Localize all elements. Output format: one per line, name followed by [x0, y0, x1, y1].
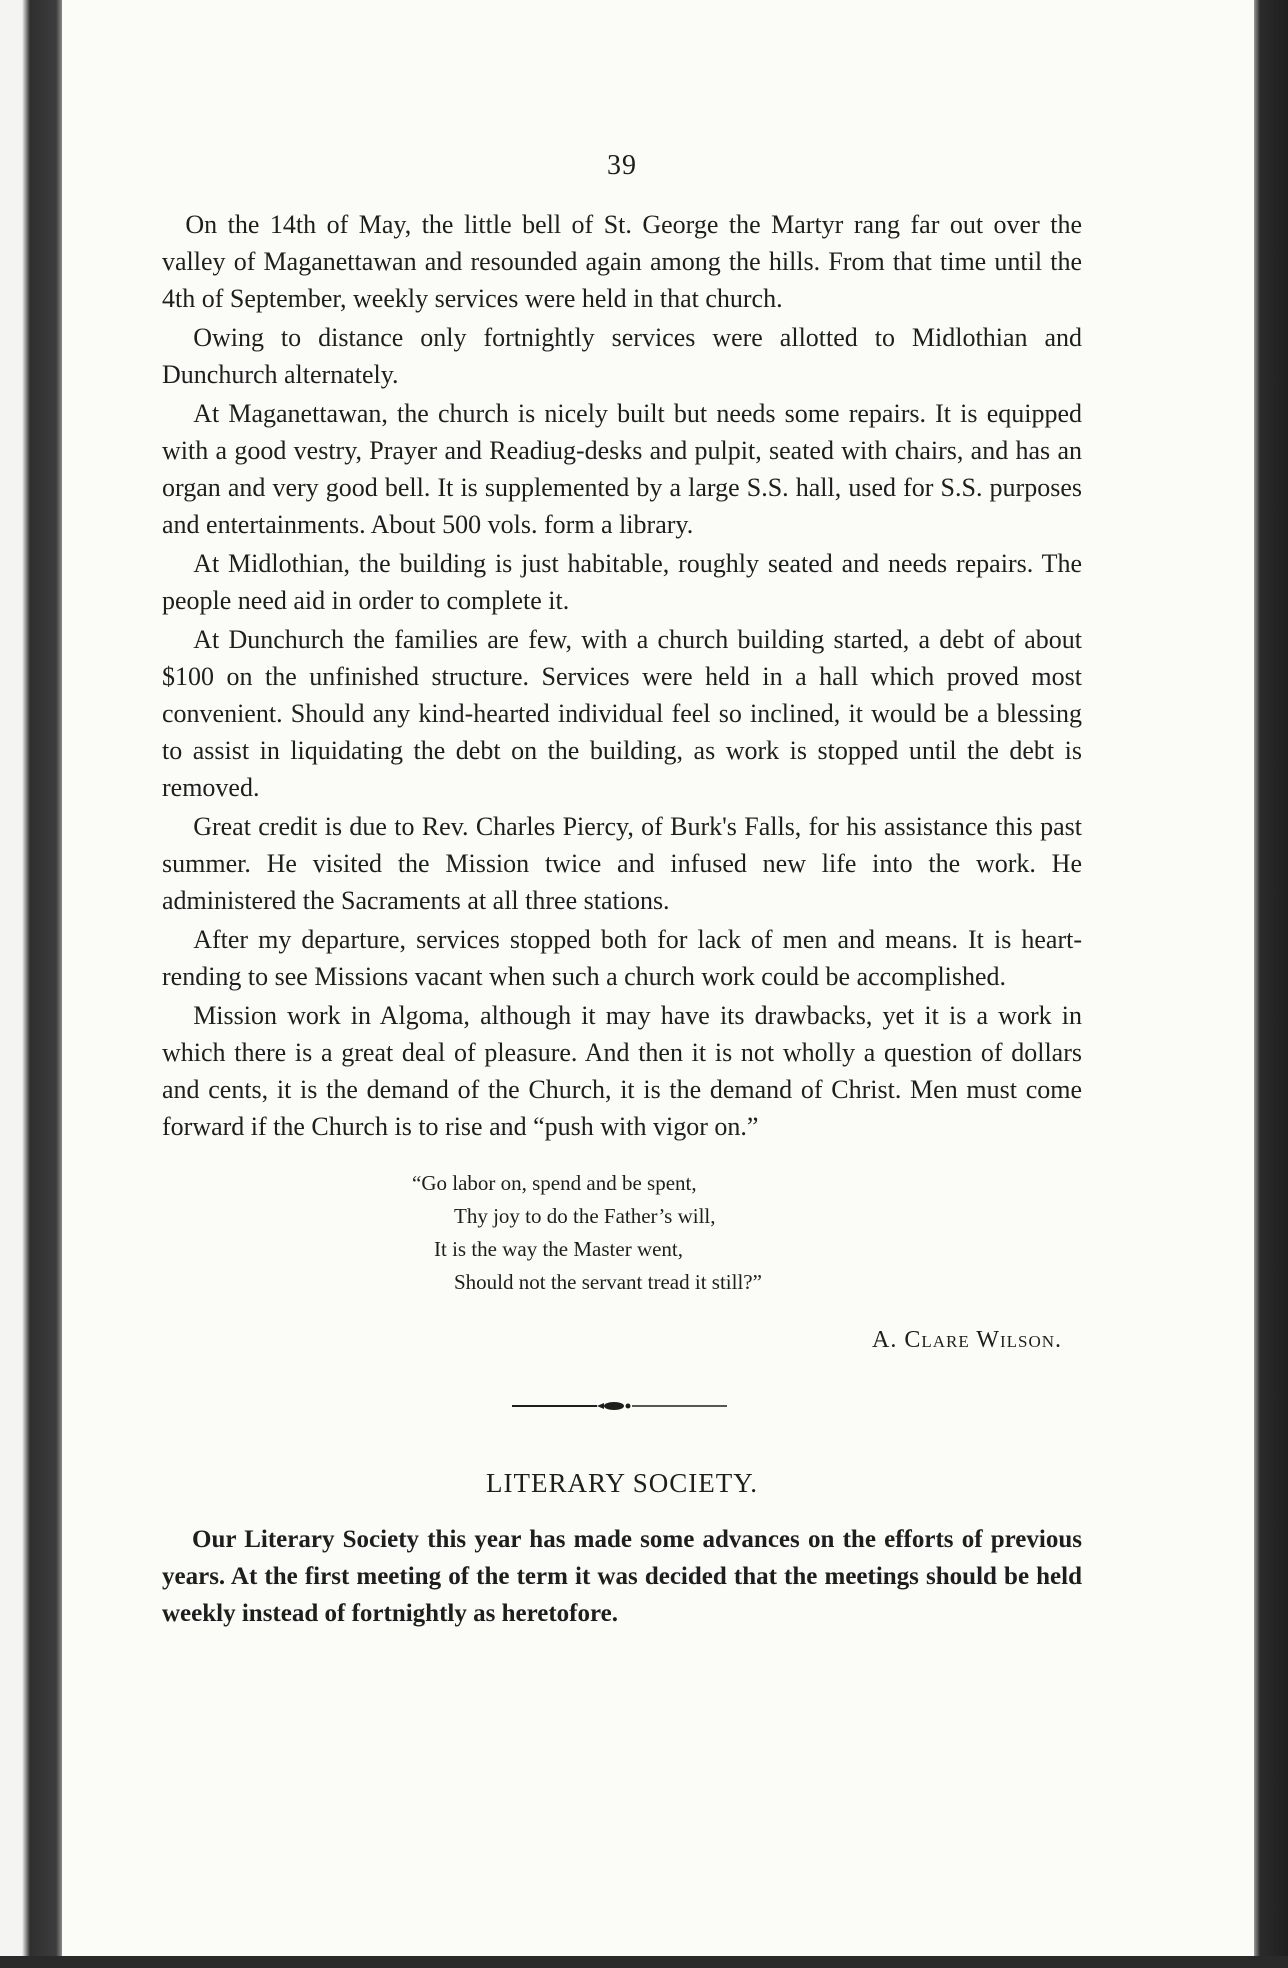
book-edge-bottom	[0, 1956, 1288, 1968]
section-paragraph: Our Literary Society this year has made some advances on the efforts of previous years. At the first meeting of the term it was decided that the meetings should be held weekly instead of fortnightly as heretofore.	[162, 1526, 1082, 1627]
poem-line: Should not the servant tread it still?”	[454, 1270, 762, 1294]
author-signature: A. Clare Wilson.	[872, 1327, 1062, 1353]
paragraph: On the 14th of May, the little bell of St. George the Martyr rang far out over the valley of Maganettawan and resounded again among the hills. From that time until the 4th of September, weekly services were held in that church.	[162, 210, 1082, 313]
section-heading: LITERARY SOCIETY.	[485, 1468, 758, 1498]
poem-line: Thy joy to do the Father’s will,	[454, 1204, 716, 1228]
paragraph: Great credit is due to Rev. Charles Piercy, of Burk's Falls, for his assistance this past summer. He visited the Mission twice and infused new life into the work. He administered the Sacraments at all three stations.	[162, 812, 1082, 915]
paragraph: At Dunchurch the families are few, with a church building started, a debt of about $100 on the unfinished structure. Services were held in a hall which proved most convenient. Should any kind-hearted individual feel so inclined, it would be a blessing to assist in liquidating the debt on the building, as work is stopped until the debt is removed.	[162, 625, 1082, 802]
poem-quote	[412, 1167, 1082, 1299]
paragraph: At Midlothian, the building is just habitable, roughly seated and needs repairs. The people need aid in order to complete it.	[162, 549, 1082, 615]
section-divider-ornament	[512, 1398, 732, 1414]
poem-line: “Go labor on, spend and be spent,	[412, 1171, 697, 1195]
paragraph: At Maganettawan, the church is nicely built but needs some repairs. It is equipped with a good vestry, Prayer and Readiug-desks and pulpit, seated with chairs, and has an organ and very good bell. It is supplemented by a large S.S. hall, used for S.S. purposes and entertainments. About 500 vols. form a library.	[162, 399, 1082, 539]
book-gutter-left	[0, 0, 62, 1968]
poem-line: It is the way the Master went,	[434, 1237, 684, 1261]
paragraph: Mission work in Algoma, although it may have its drawbacks, yet it is a work in which there is a great deal of pleasure. And then it is not wholly a question of dollars and cents, it is the demand of the Church, it is the demand of Christ. Men must come forward if the Church is to rise and “push with vigor on.”	[162, 1001, 1082, 1141]
book-edge-right	[1254, 0, 1288, 1968]
document-page	[162, 150, 1082, 1634]
page-number: 39	[607, 150, 637, 181]
paragraph: Owing to distance only fortnightly services were allotted to Midlothian and Dunchurch alternately.	[162, 323, 1082, 389]
paragraph: After my departure, services stopped both for lack of men and means. It is heart-rending to see Missions vacant when such a church work could be accomplished.	[162, 925, 1082, 991]
